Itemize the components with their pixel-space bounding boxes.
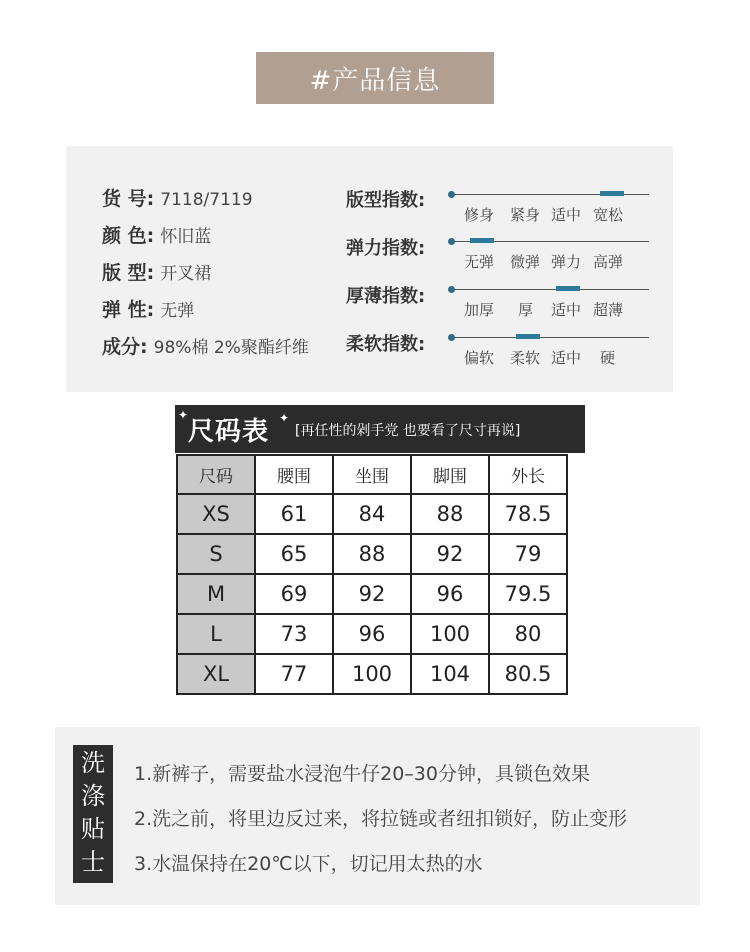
- product-info-panel: [66, 146, 673, 392]
- table-header-cell: 腰围: [255, 455, 333, 494]
- index-scale-thickness: [448, 289, 648, 329]
- table-row: [177, 534, 567, 574]
- scale-option: 硬: [600, 349, 616, 367]
- size-table: [176, 454, 568, 695]
- table-cell: 65: [255, 534, 333, 574]
- scale-option: 厚: [518, 301, 534, 319]
- index-label-fit: 版型指数:: [346, 190, 426, 211]
- table-row: [177, 614, 567, 654]
- index-scale-softness: [448, 337, 648, 377]
- care-tag-char: 士: [81, 848, 105, 876]
- info-item-fit: 版 型: 开叉裙: [102, 262, 212, 284]
- table-cell: 79.5: [489, 574, 567, 614]
- table-header-cell: 脚围: [411, 455, 489, 494]
- table-cell-size: XL: [177, 654, 255, 694]
- table-cell: 77: [255, 654, 333, 694]
- sparkle-icon: ✦: [178, 408, 189, 422]
- care-tag-char: 涤: [81, 782, 105, 810]
- index-scale-fit: [448, 194, 648, 234]
- table-cell: 100: [411, 614, 489, 654]
- care-tag-char: 贴: [81, 815, 105, 843]
- table-cell: 80: [489, 614, 567, 654]
- scale-marker: [600, 191, 624, 196]
- table-header-row: [177, 455, 567, 494]
- scale-line: [451, 337, 649, 338]
- size-chart-title: 尺码表: [188, 417, 270, 447]
- table-cell: 92: [411, 534, 489, 574]
- scale-marker: [470, 238, 494, 243]
- scale-marker: [556, 286, 580, 291]
- size-chart-subtitle: [再任性的剁手党 也要看了尺寸再说]: [295, 423, 521, 439]
- table-header-cell: 坐围: [333, 455, 411, 494]
- index-scale-elasticity: [448, 241, 648, 281]
- table-cell: 104: [411, 654, 489, 694]
- scale-option: 高弹: [593, 253, 624, 271]
- table-row: [177, 574, 567, 614]
- sparkle-icon: ✦: [279, 411, 290, 425]
- scale-dot: [448, 238, 455, 245]
- table-cell: 96: [333, 614, 411, 654]
- index-label-thickness: 厚薄指数:: [346, 286, 426, 307]
- table-cell: 96: [411, 574, 489, 614]
- scale-option: 加厚: [464, 301, 495, 319]
- table-cell: 100: [333, 654, 411, 694]
- scale-option: 超薄: [593, 301, 624, 319]
- table-header-cell: 外长: [489, 455, 567, 494]
- care-tag-char: 洗: [81, 749, 105, 777]
- table-cell: 61: [255, 494, 333, 534]
- scale-line: [451, 289, 649, 290]
- care-tips-panel: [55, 727, 700, 905]
- info-item-sku: 货 号: 7118/7119: [102, 188, 253, 210]
- scale-option: 宽松: [593, 206, 624, 224]
- table-cell: 88: [411, 494, 489, 534]
- scale-dot: [448, 286, 455, 293]
- table-cell: 73: [255, 614, 333, 654]
- table-header-cell: 尺码: [177, 455, 255, 494]
- scale-option: 偏软: [464, 349, 495, 367]
- table-row: [177, 654, 567, 694]
- scale-option: 适中: [551, 349, 582, 367]
- scale-option: 适中: [551, 301, 582, 319]
- index-label-elasticity: 弹力指数:: [346, 238, 426, 259]
- scale-option: 弹力: [551, 253, 582, 271]
- scale-dot: [448, 334, 455, 341]
- table-cell-size: M: [177, 574, 255, 614]
- info-item-composition: 成分: 98%棉 2%聚酯纤维: [102, 336, 309, 358]
- table-row: [177, 494, 567, 534]
- table-cell: 79: [489, 534, 567, 574]
- table-cell: 69: [255, 574, 333, 614]
- info-item-color: 颜 色: 怀旧蓝: [102, 225, 212, 247]
- scale-option: 适中: [551, 206, 582, 224]
- table-cell-size: XS: [177, 494, 255, 534]
- table-cell-size: S: [177, 534, 255, 574]
- index-label-softness: 柔软指数:: [346, 334, 426, 355]
- scale-option: 修身: [464, 206, 495, 224]
- table-cell: 84: [333, 494, 411, 534]
- scale-marker: [516, 334, 540, 339]
- table-cell: 78.5: [489, 494, 567, 534]
- care-tip-line: 2.洗之前，将里边反过来，将拉链或者纽扣锁好，防止变形: [134, 808, 628, 830]
- care-tips-tag: [73, 745, 113, 883]
- table-cell: 80.5: [489, 654, 567, 694]
- section-title: #产品信息: [256, 52, 494, 104]
- scale-option: 微弹: [510, 253, 541, 271]
- care-tip-line: 3.水温保持在20℃以下，切记用太热的水: [134, 853, 483, 875]
- size-chart-header: [175, 405, 585, 453]
- scale-option: 无弹: [464, 253, 495, 271]
- care-tip-line: 1.新裤子，需要盐水浸泡牛仔20–30分钟，具锁色效果: [134, 763, 590, 785]
- table-cell-size: L: [177, 614, 255, 654]
- info-item-elasticity: 弹 性: 无弹: [102, 299, 195, 321]
- scale-dot: [448, 191, 455, 198]
- table-cell: 88: [333, 534, 411, 574]
- scale-option: 紧身: [510, 206, 541, 224]
- scale-option: 柔软: [510, 349, 541, 367]
- table-cell: 92: [333, 574, 411, 614]
